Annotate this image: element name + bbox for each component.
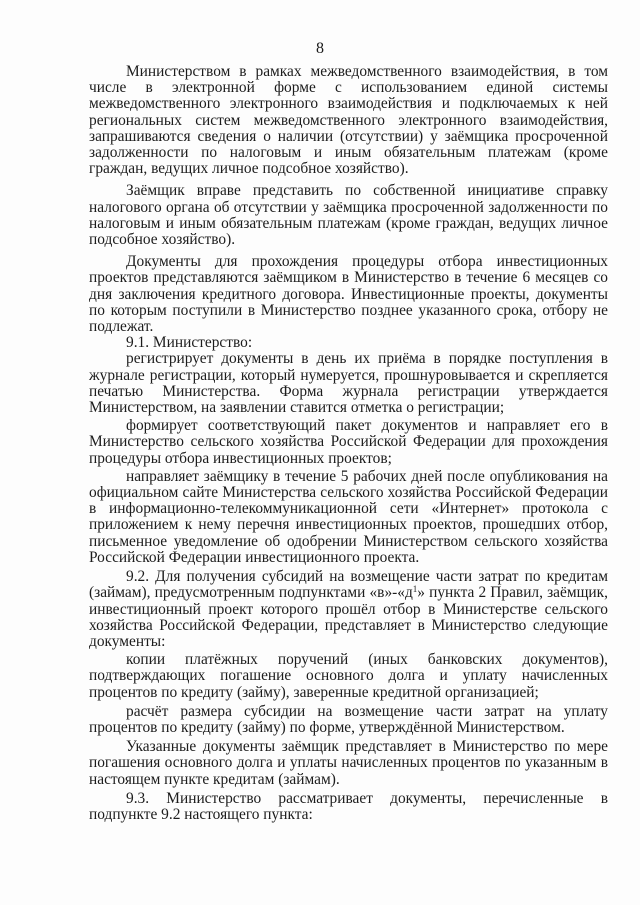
paragraph-9-2-text-end: » пункта 2 Правил, заёмщик, инвестиционный проект которого прошёл отбор в Министерстве сельского хозяйства Российской Федерации, представляет в Министерство следующие документы:: [89, 584, 608, 650]
paragraph-9-3-review: 9.3. Министерство рассматривает документы, перечисленные в подпункте 9.2 настоящего пункта:: [89, 789, 608, 823]
document-body: [89, 64, 608, 823]
superscript-one: 1: [412, 584, 418, 595]
paragraph-notification: направляет заёмщику в течение 5 рабочих дней после опубликования на официальном сайте Министерства сельского хозяйства Российской Федерации в информационно-телекоммуникационной сети «Интернет» протокола с приложением к нему перечня инвестиционных проектов, прошедших отбор, письменное уведомление об одобрении Министерством сельского хозяйства Российской Федерации инвестиционного проекта.: [89, 467, 608, 566]
paragraph-9-2-text-start: 9.2. Для получения субсидий на возмещение части затрат по кредитам (займам), предусмотренным подпунктами «в»-«д: [89, 568, 608, 602]
paragraph-submission-deadline: Документы для прохождения процедуры отбора инвестиционных проектов представляются заёмщиком в Министерство в течение 6 месяцев со дня заключения кредитного договора. Инвестиционные проекты, документы по которым поступили в Министерство позднее указанного срока, отбору не подлежат.: [89, 253, 608, 336]
paragraph-9-1-heading: 9.1. Министерство:: [126, 334, 253, 352]
paragraph-package-forming: формирует соответствующий пакет документов и направляет его в Министерство сельского хозяйства Российской Федерации для прохождения процедуры отбора инвестиционных проектов;: [89, 417, 608, 467]
paragraph-subsidy-calculation: расчёт размера субсидии на возмещение части затрат на уплату процентов по кредиту (займу) по форме, утверждённой Министерством.: [89, 702, 608, 736]
paragraph-documents-submission: Указанные документы заёмщик представляет в Министерство по мере погашения основного долга и уплаты начисленных процентов по указанным в настоящем пункте кредитам (займам).: [89, 738, 608, 788]
paragraph-registration: регистрирует документы в день их приёма в порядке поступления в журнале регистрации, который нумеруется, прошнуровывается и скрепляется печатью Министерства. Форма журнала регистрации утверждается Министерством, на заявлении ставится отметка о регистрации;: [89, 350, 608, 417]
paragraph-payment-orders: копии платёжных поручений (иных банковских документов), подтверждающих погашение основного долга и уплату начисленных процентов по кредиту (займу), заверенные кредитной организацией;: [89, 651, 608, 701]
paragraph-9-2-subsidies: [89, 569, 608, 650]
paragraph-tax-certificate: Заёмщик вправе представить по собственной инициативе справку налогового органа об отсутствии у заёмщика просроченной задолженности по налоговым и иным обязательным платежам (кроме граждан, ведущих личное подсобное хозяйство).: [89, 182, 608, 249]
paragraph-interagency-request: Министерством в рамках межведомственного взаимодействия, в том числе в электронной форме с использованием единой системы межведомственного электронного взаимодействия и подключаемых к ней региональных систем межведомственного электронного взаимодействия, запрашиваются сведения о наличии (отсутствии) у заёмщика просроченной задолженности по налоговым и иным обязательным платежам (кроме граждан, ведущих личное подсобное хозяйство).: [89, 63, 608, 178]
page-number: 8: [316, 40, 324, 57]
